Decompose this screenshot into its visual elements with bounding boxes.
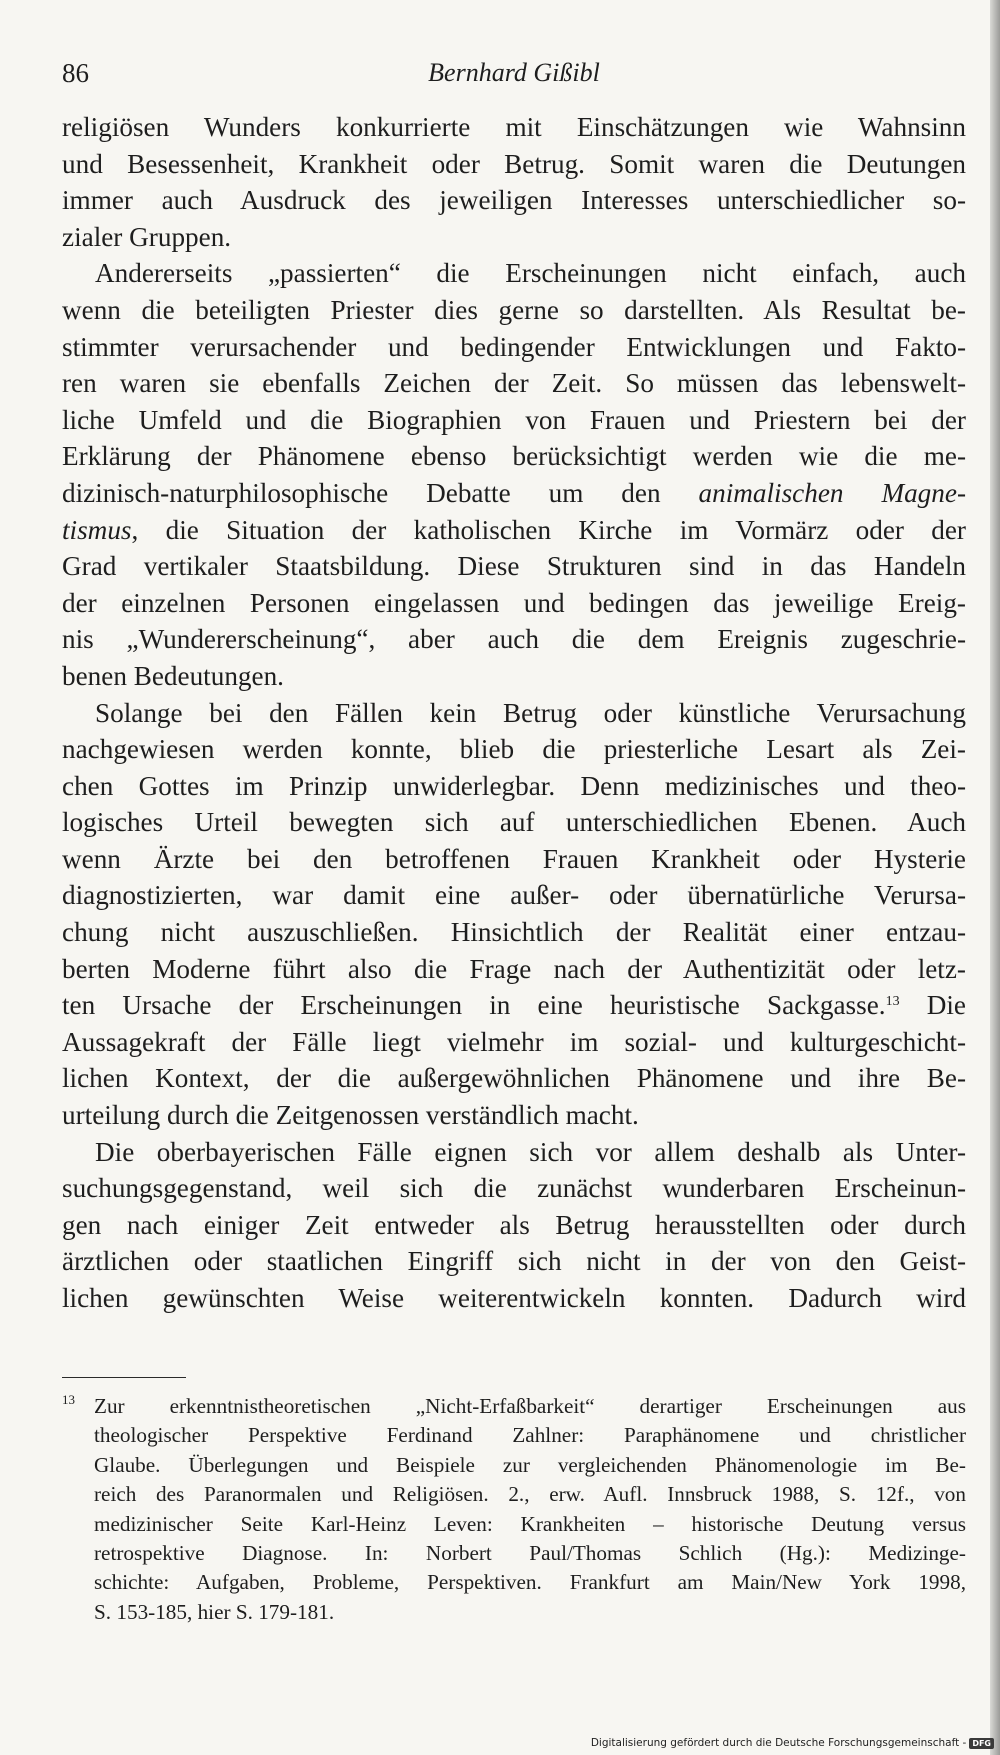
digitization-credit: [591, 1735, 994, 1751]
text-line: wenn die beteiligten Priester dies gerne so darstellten. Als Resultat be-: [62, 294, 966, 325]
dfg-logo: DFG: [969, 1738, 994, 1749]
footnote-line: schichte: Aufgaben, Probleme, Perspektiven. Frankfurt am Main/New York 1998,: [94, 1570, 966, 1595]
italic-term: tismus: [62, 514, 132, 545]
text-line: und Besessenheit, Krankheit oder Betrug. Somit waren die Deutungen: [62, 148, 966, 179]
footnote-line: retrospektive Diagnose. In: Norbert Paul/Thomas Schlich (Hg.): Medizinge-: [94, 1540, 966, 1565]
footnote-13: [62, 1392, 966, 1627]
text-line: Grad vertikaler Staatsbildung. Diese Strukturen sind in das Handeln: [62, 551, 966, 582]
footnote-reference[interactable]: 13: [885, 994, 900, 1010]
credit-text: Digitalisierung gefördert durch die Deutsche Forschungsgemeinschaft -: [590, 1737, 967, 1749]
text-line: suchungsgegenstand, weil sich die zunächst wunderbaren Erscheinun-: [62, 1173, 966, 1204]
text-run: Die: [899, 990, 966, 1021]
text-line: Solange bei den Fällen kein Betrug oder künstliche Verursachung: [95, 697, 966, 728]
text-line: urteilung durch die Zeitgenossen verständlich macht.: [62, 1100, 639, 1131]
footnote-marker: 13: [62, 1392, 75, 1407]
text-run: , die Situation der katholischen Kirche im Vormärz oder der: [131, 514, 966, 545]
text-line: nachgewiesen werden konnte, blieb die priesterliche Lesart als Zei-: [62, 734, 966, 765]
paragraph: [62, 255, 966, 694]
italic-term: animalischen Magne-: [698, 477, 966, 508]
text-line: liche Umfeld und die Biographien von Frauen und Priestern bei der: [62, 404, 966, 435]
text-line: lichen Kontext, der die außergewöhnlichen Phänomene und ihre Be-: [62, 1063, 966, 1094]
page-header: [62, 58, 966, 98]
text-line: stimmter verursachender und bedingender Entwicklungen und Fakto-: [62, 331, 966, 362]
running-head: Bernhard Gißibl: [428, 58, 600, 87]
text-line: ärztlichen oder staatlichen Eingriff sich nicht in der von den Geist-: [62, 1246, 966, 1277]
paragraph: [62, 695, 966, 1134]
footnote-divider: [62, 1377, 186, 1378]
text-line: berten Moderne führt also die Frage nach der Authentizität oder letz-: [62, 953, 966, 984]
page-number: 86: [62, 58, 89, 88]
text-line: chung nicht auszuschließen. Hinsichtlich der Realität einer entzau-: [62, 917, 966, 948]
body-text: [62, 109, 966, 1317]
paragraph: [62, 109, 966, 255]
footnote-text: [94, 1392, 966, 1627]
text-line: immer auch Ausdruck des jeweiligen Interesses unterschiedlicher so-: [62, 185, 966, 216]
text-line: der einzelnen Personen eingelassen und bedingen das jeweilige Ereig-: [62, 587, 966, 618]
text-line: wenn Ärzte bei den betroffenen Frauen Krankheit oder Hysterie: [62, 843, 966, 874]
text-line: diagnostizierten, war damit eine außer- oder übernatürliche Verursa-: [62, 880, 966, 911]
footnote-line: reich des Paranormalen und Religiösen. 2., erw. Aufl. Innsbruck 1988, S. 12f., von: [94, 1482, 966, 1507]
text-line: [62, 987, 966, 1024]
text-line: Andererseits „passierten“ die Erscheinungen nicht einfach, auch: [95, 258, 966, 289]
page-edge-shadow: [990, 0, 1000, 1755]
footnote-line: S. 153-185, hier S. 179-181.: [94, 1599, 335, 1624]
text-line: religiösen Wunders konkurrierte mit Einschätzungen wie Wahnsinn: [62, 112, 966, 142]
text-line: Aussagekraft der Fälle liegt vielmehr im sozial- und kulturgeschicht-: [62, 1026, 966, 1057]
text-line: lichen gewünschten Weise weiterentwickeln konnten. Dadurch wird: [62, 1283, 966, 1313]
text-line: zialer Gruppen.: [62, 221, 232, 252]
text-line: nis „Wundererscheinung“, aber auch die dem Ereignis zugeschrie-: [62, 624, 966, 655]
text-line: Erklärung der Phänomene ebenso berücksichtigt werden wie die me-: [62, 441, 966, 472]
footnote-line: Glaube. Überlegungen und Beispiele zur vergleichenden Phänomenologie im Be-: [94, 1452, 966, 1477]
footnote-line: medizinischer Seite Karl-Heinz Leven: Krankheiten – historische Deutung versus: [94, 1511, 966, 1536]
text-line: [62, 475, 966, 512]
footnote-line: theologischer Perspektive Ferdinand Zahlner: Paraphänomene und christlicher: [94, 1423, 966, 1448]
text-line: chen Gottes im Prinzip unwiderlegbar. Denn medizinisches und theo-: [62, 770, 966, 801]
text-run: ten Ursache der Erscheinungen in eine heuristische Sackgasse.: [62, 990, 886, 1021]
text-line: Die oberbayerischen Fälle eignen sich vor allem deshalb als Unter-: [95, 1136, 966, 1167]
text-run: dizinisch-naturphilosophische Debatte um den: [62, 477, 699, 508]
text-line: [62, 512, 966, 549]
text-line: benen Bedeutungen.: [62, 660, 284, 691]
footnote-line: Zur erkenntnistheoretischen „Nicht-Erfaßbarkeit“ derartiger Erscheinungen aus: [94, 1394, 966, 1418]
text-line: ren waren sie ebenfalls Zeichen der Zeit. So müssen das lebenswelt-: [62, 368, 966, 399]
paragraph: [62, 1134, 966, 1317]
text-line: logisches Urteil bewegten sich auf unterschiedlichen Ebenen. Auch: [62, 807, 966, 838]
text-line: gen nach einiger Zeit entweder als Betrug herausstellten oder durch: [62, 1209, 966, 1240]
